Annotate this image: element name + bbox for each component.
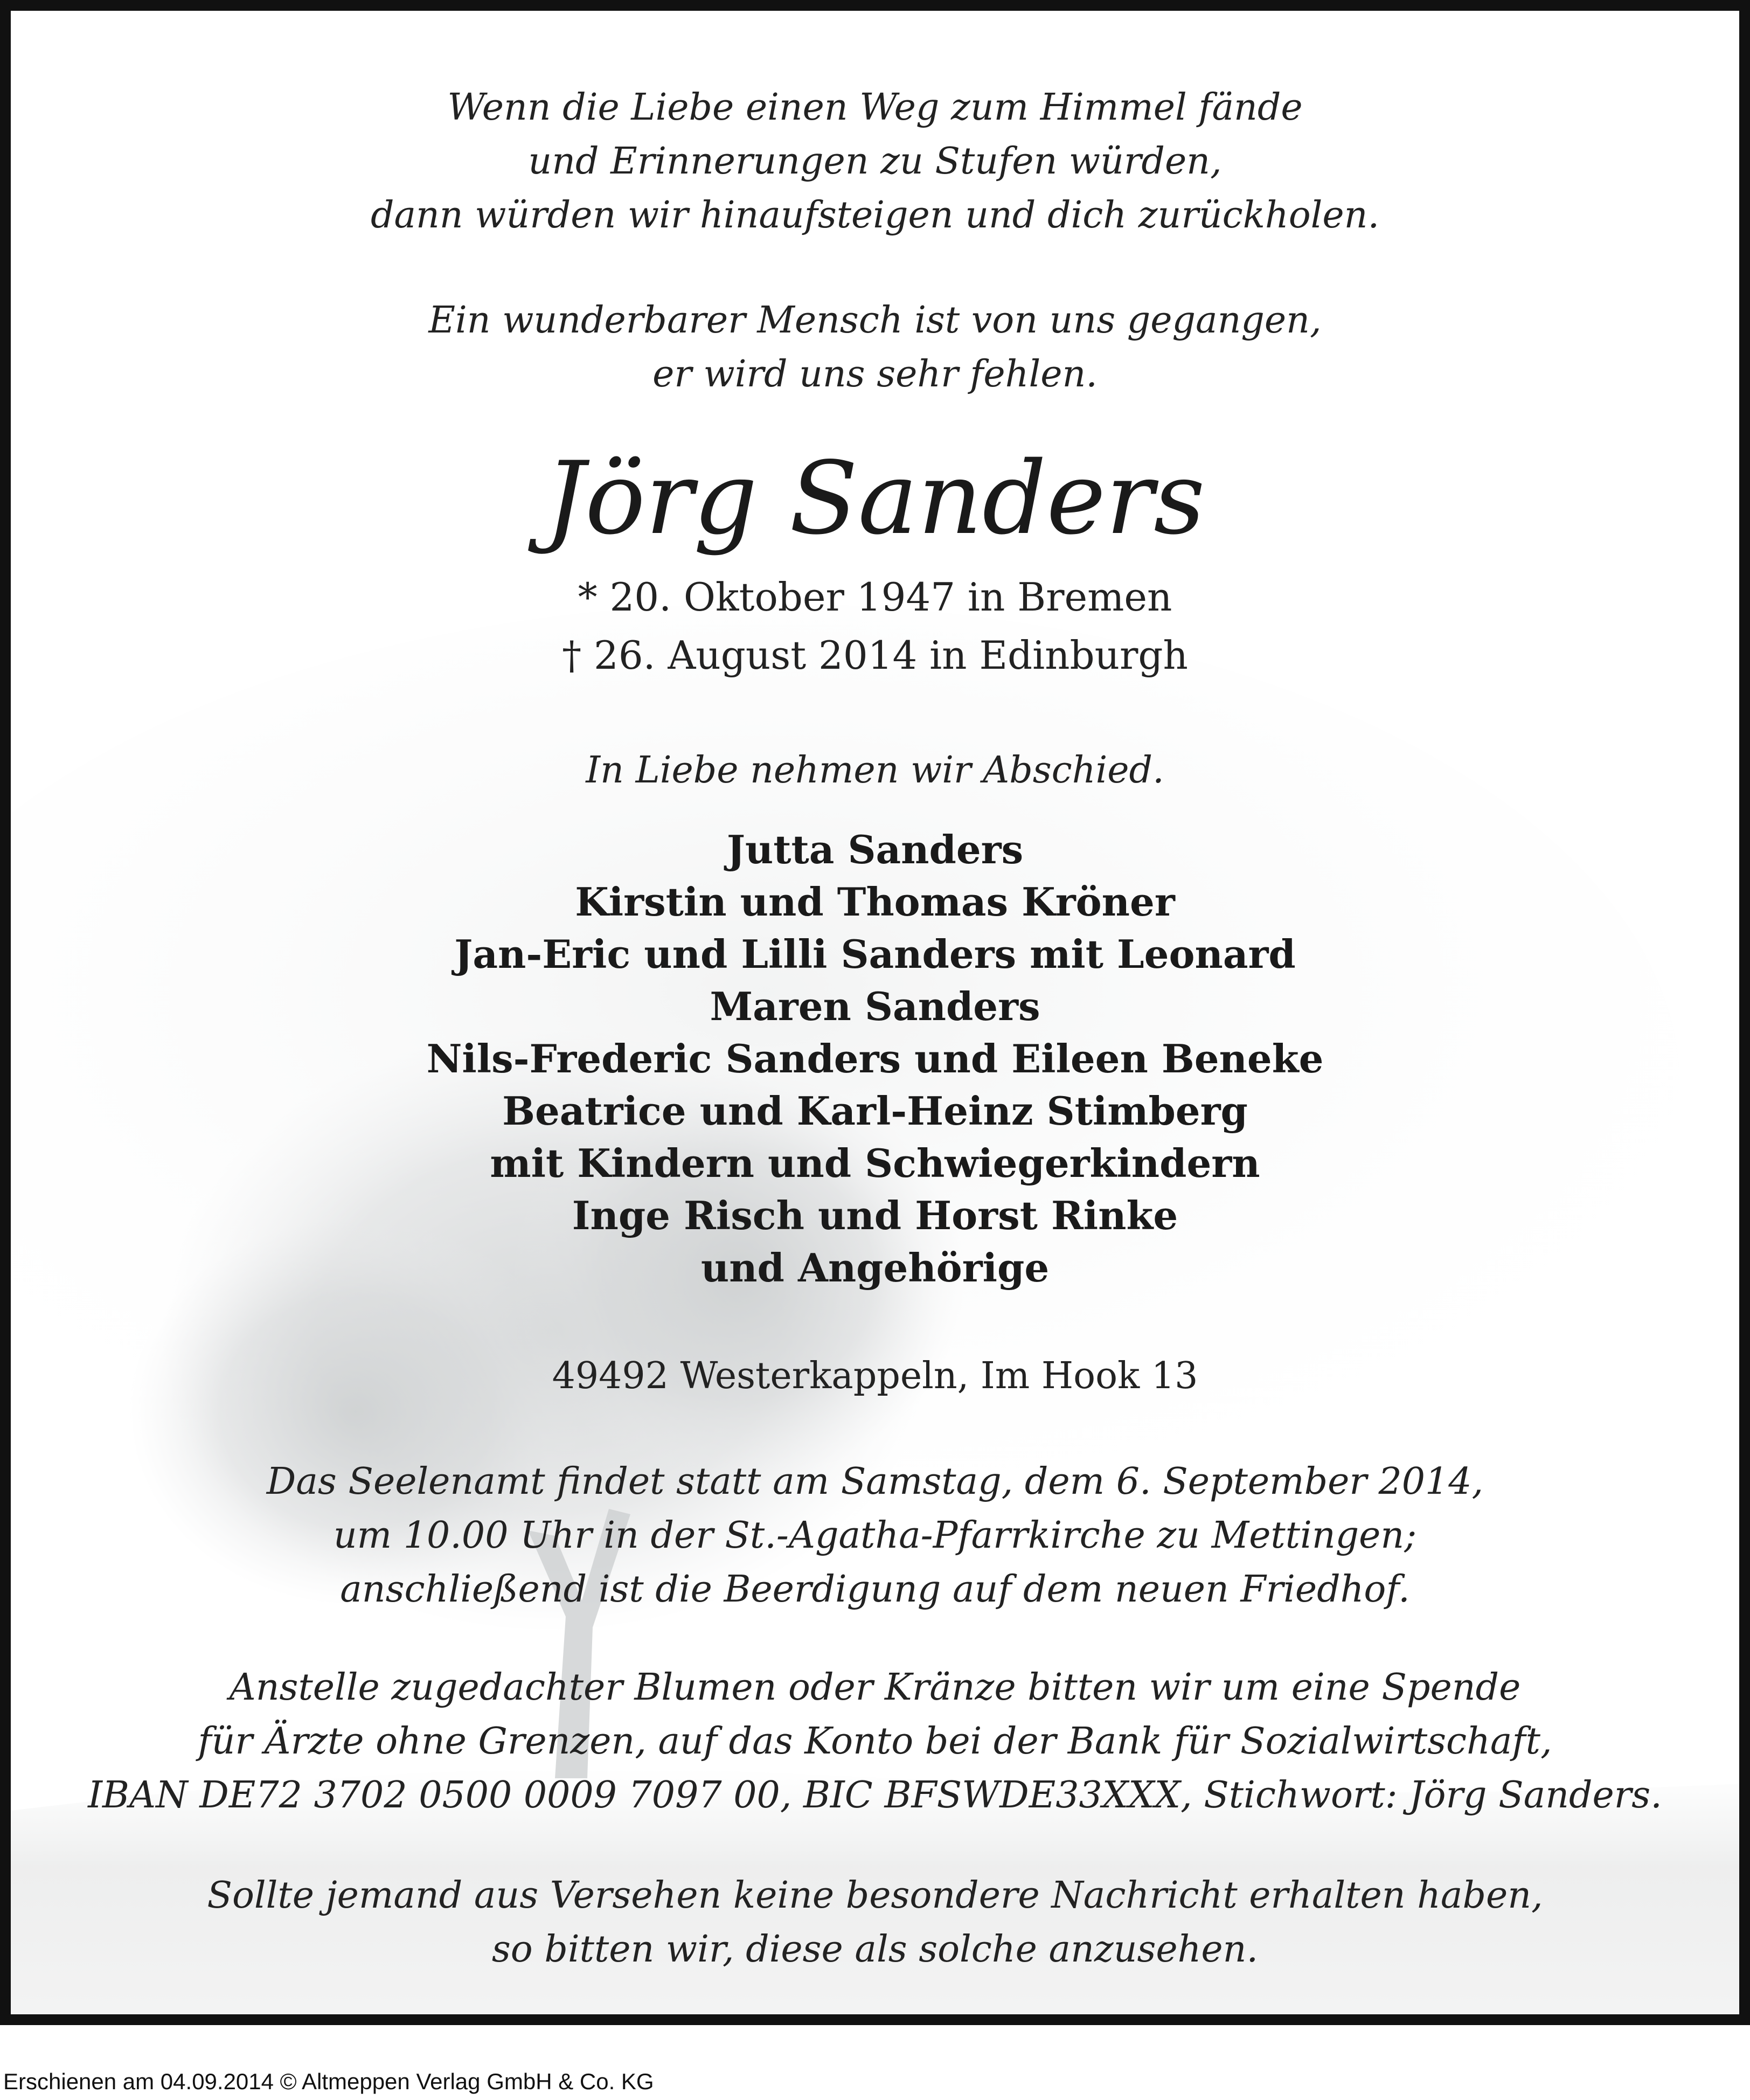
death-date: † 26. August 2014 in Edinburgh [562, 633, 1188, 678]
verse-quote [11, 81, 1739, 242]
service-line: anschließend ist die Beerdigung auf dem neuen Friedhof. [340, 1568, 1410, 1611]
family-address: 49492 Westerkappeln, Im Hook 13 [552, 1355, 1198, 1397]
donation-info [11, 1661, 1739, 1822]
service-line: um 10.00 Uhr in der St.-Agatha-Pfarrkirche zu Mettingen; [333, 1514, 1417, 1557]
verse-line: und Erinnerungen zu Stufen würden, [528, 140, 1222, 183]
family-member: mit Kindern und Schwiegerkindern [490, 1140, 1260, 1186]
intro-line: Ein wunderbarer Mensch ist von uns gegangen, [428, 299, 1322, 342]
family-member: Kirstin und Thomas Kröner [575, 879, 1175, 925]
donation-line: Anstelle zugedachter Blumen oder Kränze bitten wir um eine Spende [229, 1666, 1521, 1709]
family-member: und Angehörige [700, 1245, 1050, 1291]
deceased-name: Jörg Sanders [545, 440, 1205, 557]
birth-date: * 20. Oktober 1947 in Bremen [578, 574, 1172, 620]
family-member: Beatrice und Karl-Heinz Stimberg [502, 1088, 1248, 1134]
service-line: Das Seelenamt findet statt am Samstag, dem 6. September 2014, [266, 1460, 1484, 1503]
closing-line: so bitten wir, diese als solche anzusehen. [491, 1928, 1259, 1971]
verse-line: Wenn die Liebe einen Weg zum Himmel fände [447, 86, 1303, 129]
closing-line: Sollte jemand aus Versehen keine besondere Nachricht erhalten haben, [207, 1874, 1543, 1917]
family-member: Jan-Eric und Lilli Sanders mit Leonard [454, 931, 1296, 977]
intro-line: er wird uns sehr fehlen. [652, 353, 1098, 396]
life-dates [11, 568, 1739, 684]
family-member: Jutta Sanders [726, 827, 1024, 872]
intro-text [11, 294, 1739, 401]
obituary-content [11, 11, 1739, 2014]
family-member: Inge Risch und Horst Rinke [572, 1193, 1178, 1238]
closing-note [11, 1869, 1739, 1977]
family-list [11, 823, 1739, 1294]
service-info [11, 1455, 1739, 1617]
donation-line: IBAN DE72 3702 0500 0009 7097 00, BIC BFSWDE33XXX, Stichwort: Jörg Sanders. [88, 1774, 1662, 1817]
family-member: Maren Sanders [710, 983, 1040, 1029]
donation-line: für Ärzte ohne Grenzen, auf das Konto bei der Bank für Sozialwirtschaft, [198, 1720, 1552, 1763]
family-member: Nils-Frederic Sanders und Eileen Beneke [426, 1036, 1324, 1082]
verse-line: dann würden wir hinaufsteigen und dich zurückholen. [370, 194, 1380, 237]
farewell-text: In Liebe nehmen wir Abschied. [586, 749, 1164, 792]
publication-footer: Erschienen am 04.09.2014 © Altmeppen Verlag GmbH & Co. KG [3, 2069, 654, 2094]
